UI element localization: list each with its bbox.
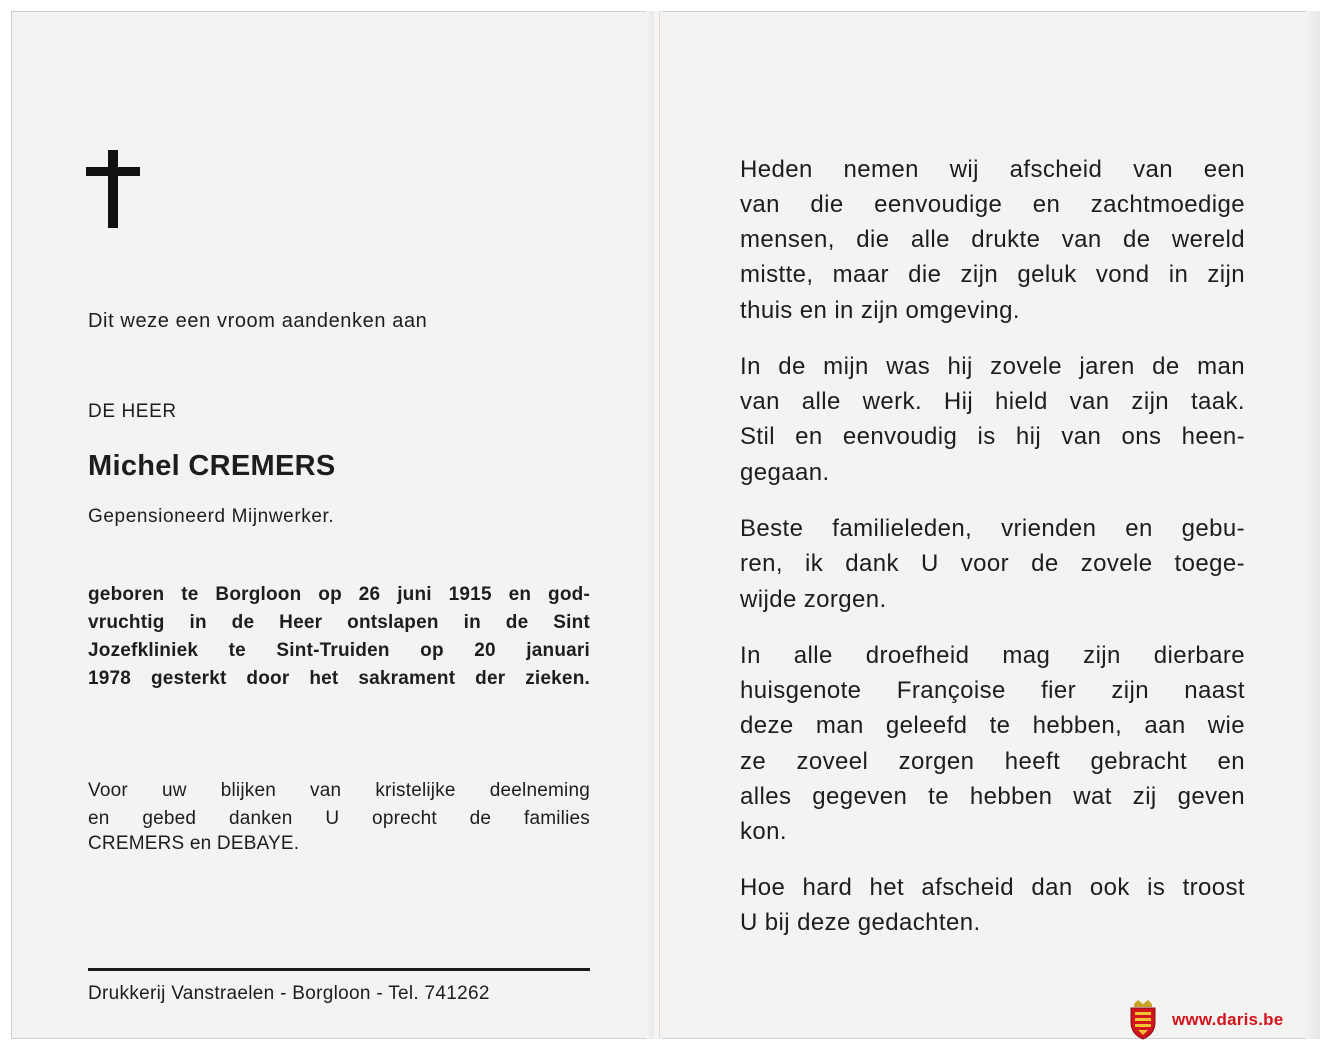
cross-icon: [86, 150, 140, 228]
occupation-text: Gepensioneerd Mijnwerker.: [88, 506, 335, 527]
heraldic-crest-icon: [1128, 998, 1158, 1040]
paragraph-line: In alle droefheid mag zijn dierbare: [740, 642, 1245, 669]
paragraph-line: ren, ik dank U voor de zovele toege-: [740, 550, 1245, 577]
title-text: DE HEER: [88, 401, 177, 422]
paragraph-line: Hoe hard het afscheid dan ook is troost: [740, 874, 1245, 901]
deceased-name: Michel CREMERS: [88, 450, 336, 482]
intro-text: Dit weze een vroom aandenken aan: [88, 310, 428, 332]
printer-credit: Drukkerij Vanstraelen - Borgloon - Tel. 741262: [88, 983, 490, 1004]
paragraph-line: van die eenvoudige en zachtmoedige: [740, 191, 1245, 218]
paragraph-line: Stil en eenvoudig is hij van ons heen-: [740, 423, 1245, 450]
paragraph-line: huisgenote Françoise fier zijn naast: [740, 677, 1245, 704]
paragraph-line: U bij deze gedachten.: [740, 909, 981, 936]
paragraph-line: Beste familieleden, vrienden en gebu-: [740, 515, 1245, 542]
card-edge-shadow: [1306, 11, 1320, 1039]
bio-line: 1978 gesterkt door het sakrament der zieken.: [88, 668, 590, 689]
website-link[interactable]: www.daris.be: [1172, 1010, 1284, 1029]
paragraph-line: van alle werk. Hij hield van zijn taak.: [740, 388, 1245, 415]
thanks-line: en gebed danken U oprecht de families: [88, 808, 590, 829]
paragraph-line: gegaan.: [740, 459, 830, 486]
divider-rule: [88, 968, 590, 971]
bio-line: Jozefkliniek te Sint-Truiden op 20 januari: [88, 640, 590, 661]
thanks-line: CREMERS en DEBAYE.: [88, 833, 300, 854]
bio-line: vruchtig in de Heer ontslapen in de Sint: [88, 612, 590, 633]
paragraph-line: mistte, maar die zijn geluk vond in zijn: [740, 261, 1245, 288]
thanks-line: Voor uw blijken van kristelijke deelneming: [88, 780, 590, 801]
bio-line: geboren te Borgloon op 26 juni 1915 en god-: [88, 584, 590, 605]
paragraph-line: kon.: [740, 818, 787, 845]
paragraph-line: wijde zorgen.: [740, 586, 887, 613]
fold-line: [659, 11, 660, 1039]
paragraph-line: alles gegeven te hebben wat zij geven: [740, 783, 1245, 810]
paragraph-line: Heden nemen wij afscheid van een: [740, 156, 1245, 183]
paragraph-line: deze man geleefd te hebben, aan wie: [740, 712, 1245, 739]
paragraph-line: thuis en in zijn omgeving.: [740, 297, 1020, 324]
paragraph-line: mensen, die alle drukte van de wereld: [740, 226, 1245, 253]
paragraph-line: ze zoveel zorgen heeft gebracht en: [740, 748, 1245, 775]
paragraph-line: In de mijn was hij zovele jaren de man: [740, 353, 1245, 380]
